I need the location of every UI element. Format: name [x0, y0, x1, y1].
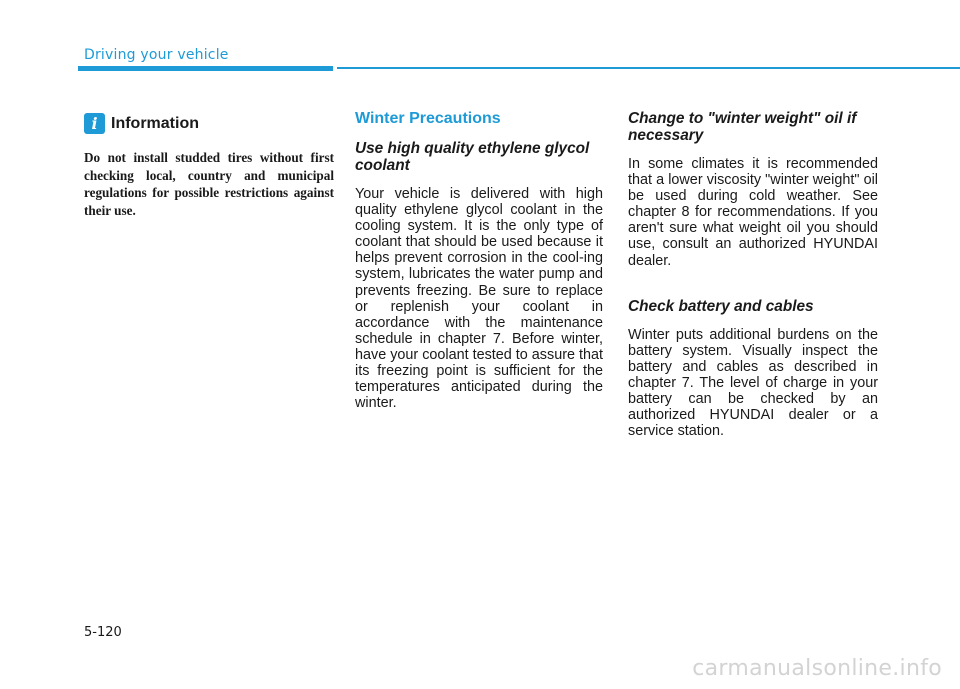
- information-header: [84, 113, 334, 139]
- winter-precautions-section: [355, 110, 603, 411]
- page-number: 5-120: [84, 625, 122, 640]
- coolant-heading: Use high quality ethylene glycol coolant: [355, 140, 590, 174]
- oil-and-battery-section: [628, 110, 878, 439]
- information-box: [84, 113, 334, 219]
- information-text: Do not install studded tires without first checking local, country and municipal regulations for possible restrictions against their use.: [84, 150, 334, 218]
- winter-oil-heading: Change to "winter weight" oil if necessary: [628, 110, 857, 144]
- winter-oil-text: In some climates it is recommended that a lower viscosity "winter weight" oil be used during cold weather. See chapter 8 for recommendations. If you aren't sure what weight oil you should use, consult an authorized HYUNDAI dealer.: [628, 156, 878, 269]
- battery-heading: Check battery and cables: [628, 297, 814, 315]
- watermark: carmanualsonline.info: [692, 656, 942, 681]
- battery-text: Winter puts additional burdens on the battery system. Visually inspect the battery and cables as described in chapter 7. The level of charge in your battery can be checked by an authorized HYUNDAI dealer or a service station.: [628, 326, 878, 440]
- information-title: Information: [111, 115, 199, 132]
- section-title: Driving your vehicle: [84, 47, 229, 63]
- coolant-text: Your vehicle is delivered with high quality ethylene glycol coolant in the cooling system. It is the only type of coolant that should be used because it helps prevent corrosion in the cool-ing system, lubricates the water pump and prevents freezing. Be sure to replace or replenish your coolant in accordance with the maintenance schedule in chapter 7. Before winter, have your coolant tested to assure that its freezing point is sufficient for the temperatures anticipated during the winter.: [355, 186, 603, 412]
- header-rule-thick: [78, 66, 333, 71]
- winter-precautions-heading: Winter Precautions: [355, 110, 501, 127]
- info-icon: i: [84, 113, 105, 134]
- header-rule-thin: [337, 67, 960, 69]
